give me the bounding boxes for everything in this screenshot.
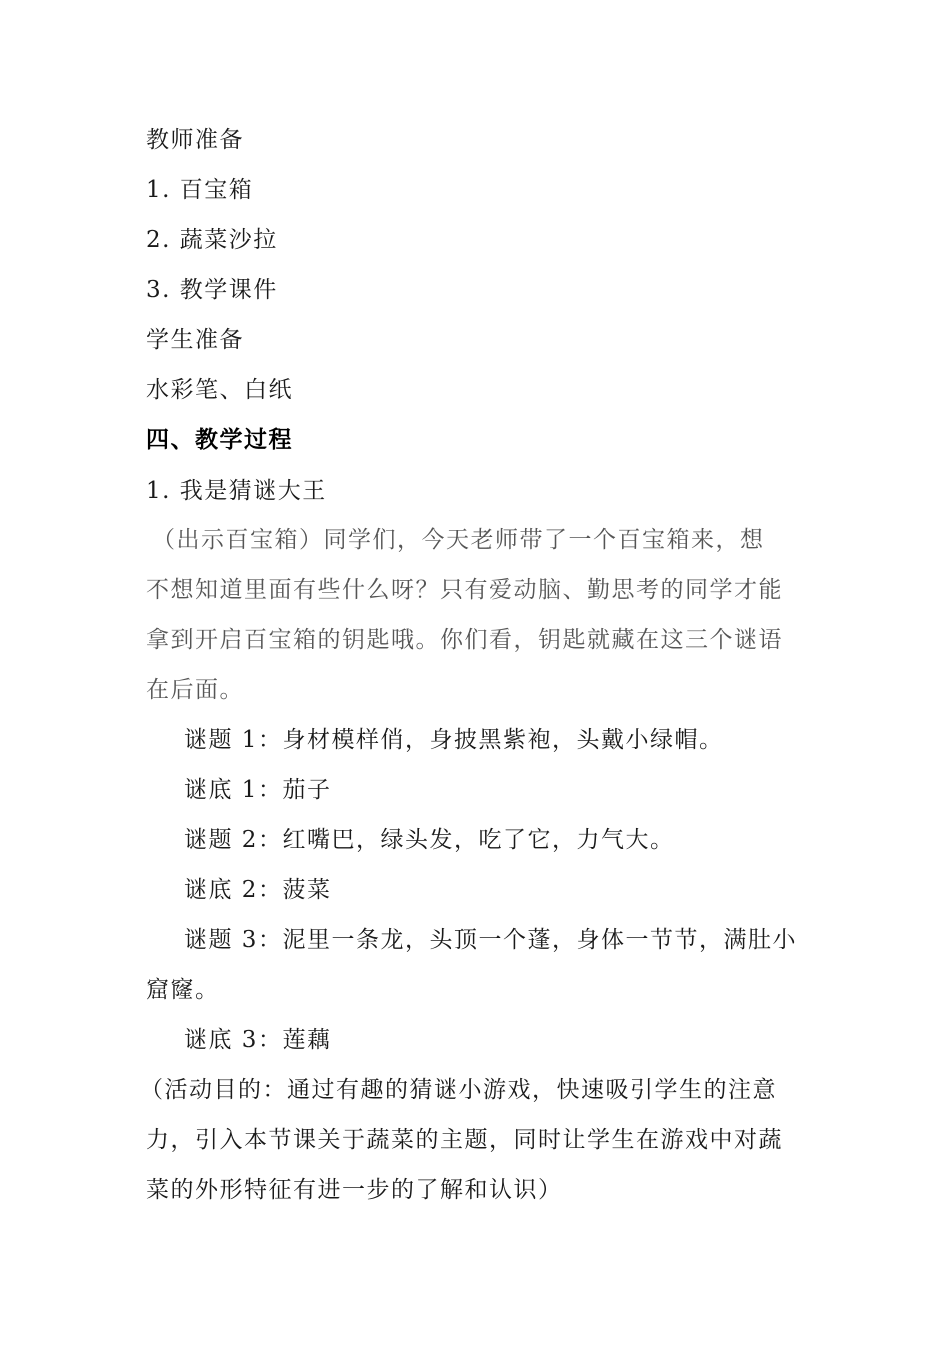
teacher-prep-item: 1. 百宝箱 xyxy=(146,177,254,203)
intro-line: 拿到开启百宝箱的钥匙哦。你们看，钥匙就藏在这三个谜语 xyxy=(146,627,783,653)
teacher-prep-item: 2. 蔬菜沙拉 xyxy=(146,227,278,253)
riddle-question-3: 谜题 3：泥里一条龙，头顶一个蓬，身体一节节，满肚小 xyxy=(184,927,797,953)
riddle-answer-1: 谜底 1：茄子 xyxy=(184,777,332,803)
section-subtitle: 1. 我是猜谜大王 xyxy=(146,478,327,504)
teacher-prep-item: 3. 教学课件 xyxy=(146,277,278,303)
riddle-question-2: 谜题 2：红嘴巴，绿头发，吃了它，力气大。 xyxy=(184,827,675,853)
purpose-line: 力，引入本节课关于蔬菜的主题，同时让学生在游戏中对蔬 xyxy=(146,1127,783,1153)
section-title: 四、教学过程 xyxy=(146,427,293,453)
purpose-line: 菜的外形特征有进一步的了解和认识） xyxy=(146,1177,563,1203)
student-prep-heading: 学生准备 xyxy=(146,327,244,353)
teacher-prep-heading: 教师准备 xyxy=(146,127,244,153)
riddle-answer-3: 谜底 3：莲藕 xyxy=(184,1027,332,1053)
intro-line: （出示百宝箱）同学们，今天老师带了一个百宝箱来，想 xyxy=(152,527,765,553)
riddle-answer-2: 谜底 2：菠菜 xyxy=(184,877,332,903)
student-prep-text: 水彩笔、白纸 xyxy=(146,377,293,403)
riddle-question-3-continued: 窟窿。 xyxy=(146,977,220,1003)
riddle-question-1: 谜题 1：身材模样俏，身披黑紫袍，头戴小绿帽。 xyxy=(184,727,724,753)
intro-line: 在后面。 xyxy=(146,677,244,703)
intro-line: 不想知道里面有些什么呀？只有爱动脑、勤思考的同学才能 xyxy=(146,577,783,603)
purpose-line: （活动目的：通过有趣的猜谜小游戏，快速吸引学生的注意 xyxy=(140,1077,777,1103)
